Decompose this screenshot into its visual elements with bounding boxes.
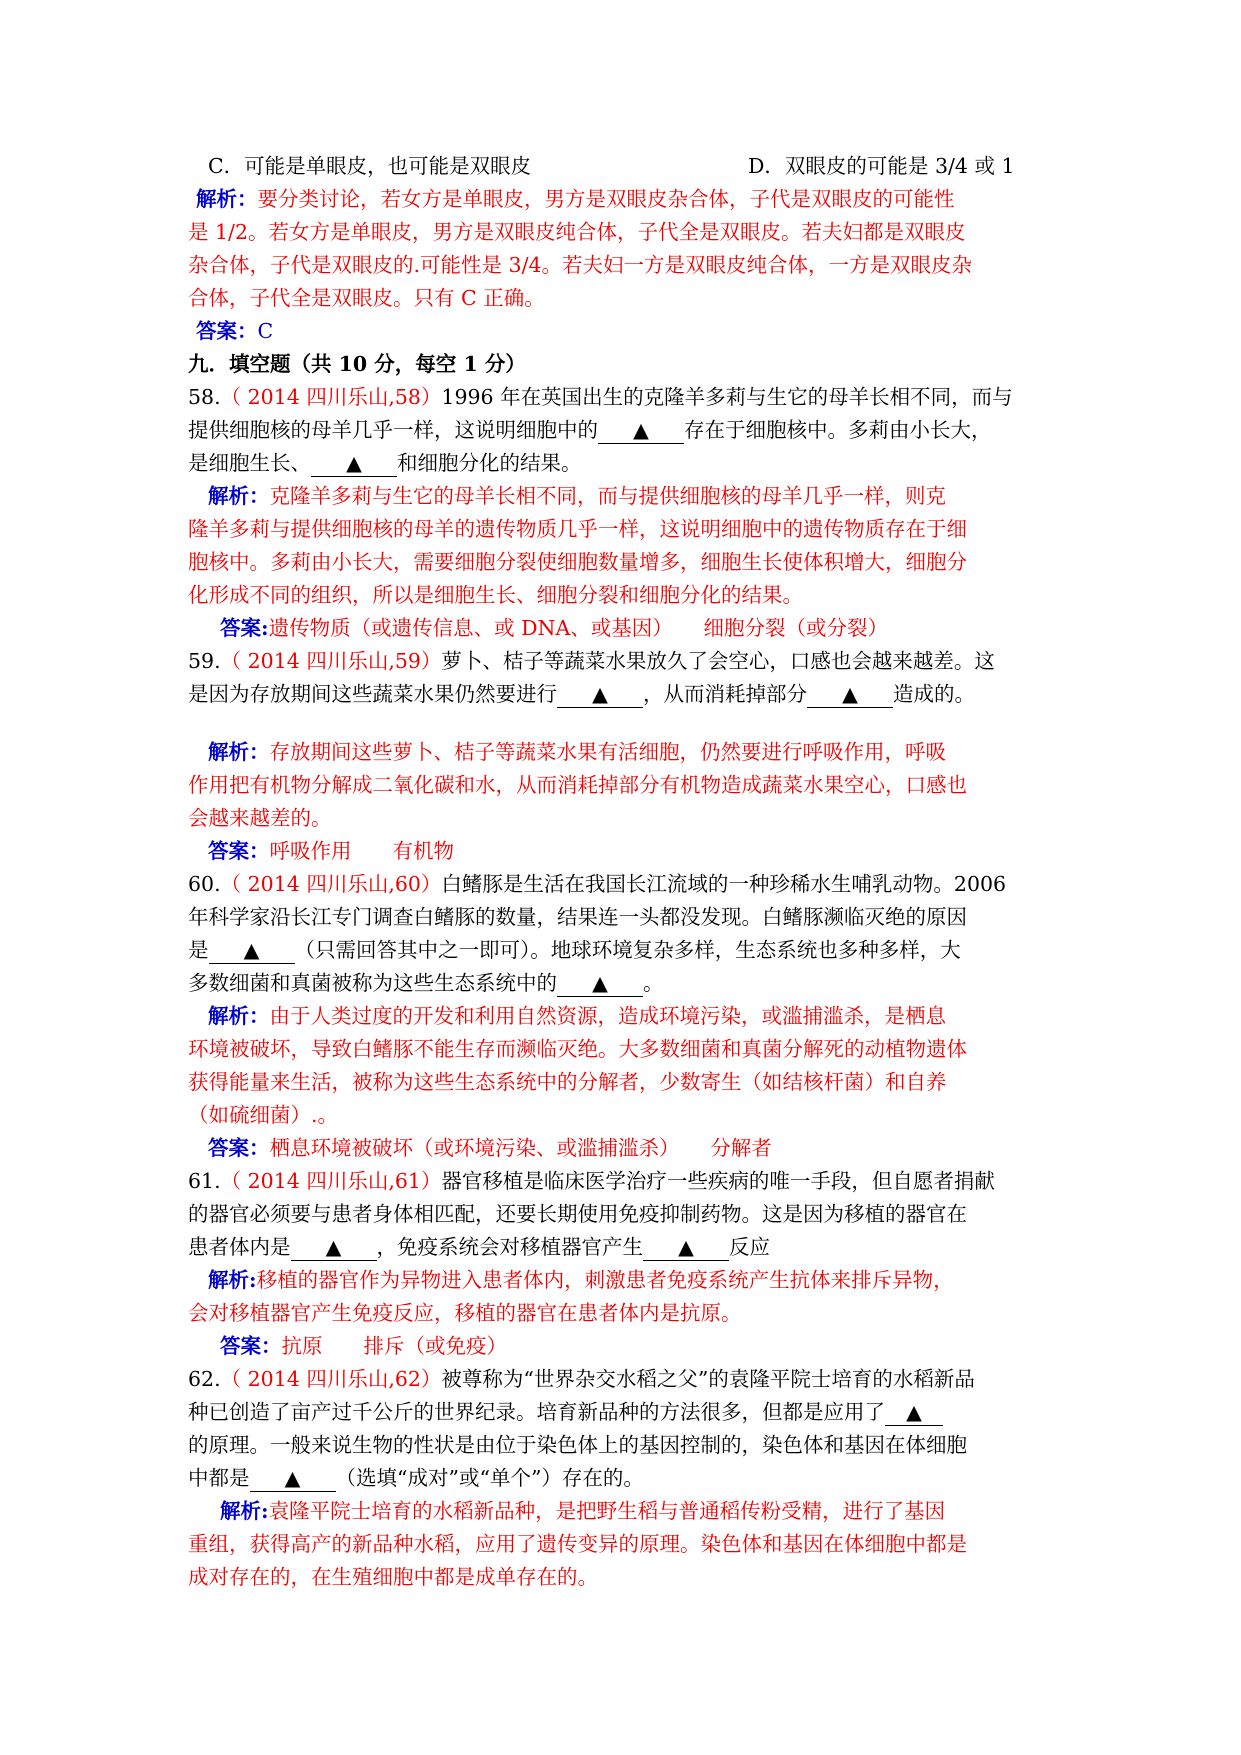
question-source: （ 2014 四川乐山,59） [220, 649, 442, 673]
q59-analysis-line [188, 736, 1068, 769]
analysis-text: 要分类讨论，若女方是单眼皮，男方是双眼皮杂合体，子代是双眼皮的可能性 [257, 187, 955, 211]
question-text: 被尊称为“世界杂交水稻之父”的袁隆平院士培育的水稻新品 [441, 1367, 975, 1391]
analysis-label: 解析： [208, 740, 270, 764]
option-c: C．可能是单眼皮，也可能是双眼皮 [208, 154, 532, 178]
q61-line [188, 1231, 1068, 1264]
q62-line [188, 1396, 1068, 1429]
q60-line [188, 868, 1068, 901]
q61-analysis-line: 会对移植器官产生免疫反应，移植的器官在患者体内是抗原。 [188, 1301, 742, 1325]
q57-answer [188, 315, 1068, 348]
answer-blank[interactable]: ▲ [643, 1234, 729, 1261]
question-text: 是 [188, 938, 209, 962]
question-text: 和细胞分化的结果。 [397, 451, 582, 475]
question-text: 是因为存放期间这些蔬菜水果仍然要进行 [188, 682, 557, 706]
question-text: 萝卜、桔子等蔬菜水果放久了会空心，口感也会越来越差。这 [441, 649, 995, 673]
q61-analysis-line [188, 1264, 1068, 1297]
analysis-label: 解析： [208, 1004, 270, 1028]
answer-text: 抗原 排斥（或免疫） [281, 1334, 507, 1358]
answer-text: 栖息环境被破坏（或环境污染、或滥捕滥杀） 分解者 [269, 1136, 772, 1160]
q59-line [188, 645, 1068, 678]
analysis-label: 解析: [208, 1268, 257, 1292]
answer-blank[interactable]: ▲ [250, 1465, 336, 1492]
question-source: （ 2014 四川乐山,62） [220, 1367, 442, 1391]
q57-analysis-line: 是 1/2。若女方是单眼皮，男方是双眼皮纯合体，子代全是双眼皮。若夫妇都是双眼皮 [188, 220, 966, 244]
q62-analysis-line: 成对存在的，在生殖细胞中都是成单存在的。 [188, 1565, 598, 1589]
q60-analysis-line [188, 1000, 1068, 1033]
analysis-text: 移植的器官作为异物进入患者体内，刺激患者免疫系统产生抗体来排斥异物， [256, 1268, 954, 1292]
q57-analysis-line [188, 183, 1068, 216]
answer-blank[interactable]: ▲ [311, 450, 397, 477]
q60-line [188, 967, 1068, 1000]
q60-analysis-line: （如硫细菌）.。 [188, 1103, 339, 1127]
question-number: 61. [188, 1169, 221, 1193]
question-text: （选填“成对”或“单个”）存在的。 [335, 1466, 644, 1490]
analysis-label: 解析： [208, 484, 270, 508]
q62-analysis-line: 重组，获得高产的新品种水稻，应用了遗传变异的原理。染色体和基因在体细胞中都是 [188, 1532, 967, 1556]
analysis-text: 袁隆平院士培育的水稻新品种，是把野生稻与普通稻传粉受精，进行了基因 [268, 1499, 946, 1523]
answer-blank[interactable]: ▲ [807, 681, 893, 708]
answer-text: C [257, 319, 274, 343]
answer-blank[interactable]: ▲ [291, 1234, 377, 1261]
q59-analysis-line: 会越来越差的。 [188, 806, 332, 830]
question-text: 白鳍豚是生活在我国长江流域的一种珍稀水生哺乳动物。2006 [441, 872, 1007, 896]
answer-text: 呼吸作用 有机物 [269, 839, 454, 863]
q61-answer [188, 1330, 1068, 1363]
q60-line: 年科学家沿长江专门调查白鳍豚的数量，结果连一头都没发现。白鳍豚濒临灭绝的原因 [188, 905, 967, 929]
option-d: D．双眼皮的可能是 3/4 或 1 [748, 154, 1015, 178]
q58-analysis-line: 隆羊多莉与提供细胞核的母羊的遗传物质几乎一样，这说明细胞中的遗传物质存在于细 [188, 517, 967, 541]
answer-label: 答案： [208, 839, 270, 863]
analysis-text: 克隆羊多莉与生它的母羊长相不同，而与提供细胞核的母羊几乎一样，则克 [269, 484, 946, 508]
question-text: 提供细胞核的母羊几乎一样，这说明细胞中的 [188, 418, 598, 442]
question-text: 患者体内是 [188, 1235, 291, 1259]
question-text: 种已创造了亩产过千公斤的世界纪录。培育新品种的方法很多，但都是应用了 [188, 1400, 885, 1424]
answer-blank[interactable]: ▲ [557, 970, 643, 997]
q61-line: 的器官必须要与患者身体相匹配，还要长期使用免疫抑制药物。这是因为移植的器官在 [188, 1202, 967, 1226]
question-number: 59. [188, 649, 221, 673]
answer-text: 遗传物质（或遗传信息、或 DNA、或基因） 细胞分裂（或分裂） [268, 616, 889, 640]
q59-answer [188, 835, 1068, 868]
question-number: 60. [188, 872, 221, 896]
question-text: 中都是 [188, 1466, 250, 1490]
q58-line [188, 447, 1068, 480]
answer-label: 答案： [208, 1136, 270, 1160]
answer-label: 答案： [196, 319, 258, 343]
question-text: ，免疫系统会对移植器官产生 [376, 1235, 643, 1259]
answer-blank[interactable]: ▲ [598, 417, 684, 444]
analysis-label: 解析: [220, 1499, 269, 1523]
analysis-label: 解析： [196, 187, 258, 211]
q62-line: 的原理。一般来说生物的性状是由位于染色体上的基因控制的，染色体和基因在体细胞 [188, 1433, 967, 1457]
question-text: 多数细菌和真菌被称为这些生态系统中的 [188, 971, 557, 995]
spacer [188, 711, 1068, 736]
question-text: 1996 年在英国出生的克隆羊多莉与生它的母羊长相不同，而与 [441, 385, 1013, 409]
question-text: ，从而消耗掉部分 [643, 682, 807, 706]
answer-blank[interactable]: ▲ [209, 937, 295, 964]
q62-analysis-line [188, 1495, 1068, 1528]
answer-blank[interactable]: ▲ [557, 681, 643, 708]
option-line [188, 150, 1068, 183]
question-number: 62. [188, 1367, 221, 1391]
q57-analysis-line: 合体，子代全是双眼皮。只有 C 正确。 [188, 286, 545, 310]
question-source: （ 2014 四川乐山,58） [220, 385, 442, 409]
analysis-text: 存放期间这些萝卜、桔子等蔬菜水果有活细胞，仍然要进行呼吸作用，呼吸 [269, 740, 946, 764]
q61-line [188, 1165, 1068, 1198]
q58-line [188, 381, 1068, 414]
question-source: （ 2014 四川乐山,61） [220, 1169, 442, 1193]
q58-analysis-line: 胞核中。多莉由小长大，需要细胞分裂使细胞数量增多，细胞生长使体积增大，细胞分 [188, 550, 967, 574]
q60-line [188, 934, 1068, 967]
question-text: 器官移植是临床医学治疗一些疾病的唯一手段，但自愿者捐献 [441, 1169, 995, 1193]
q58-analysis-line [188, 480, 1068, 513]
q58-line [188, 414, 1068, 447]
answer-label: 答案： [220, 1334, 282, 1358]
question-text: 存在于细胞核中。多莉由小长大， [684, 418, 992, 442]
question-text: 造成的。 [893, 682, 975, 706]
answer-blank[interactable]: ▲ [885, 1399, 943, 1426]
q59-line [188, 678, 1068, 711]
question-number: 58. [188, 385, 221, 409]
q58-answer [188, 612, 1068, 645]
q62-line [188, 1363, 1068, 1396]
q60-answer [188, 1132, 1068, 1165]
question-text: 。 [643, 971, 664, 995]
question-text: 是细胞生长、 [188, 451, 311, 475]
question-source: （ 2014 四川乐山,60） [220, 872, 442, 896]
q57-analysis-line: 杂合体，子代是双眼皮的.可能性是 3/4。若夫妇一方是双眼皮纯合体，一方是双眼皮杂 [188, 253, 973, 277]
question-text: （只需回答其中之一即可）。地球环境复杂多样，生态系统也多种多样，大 [294, 938, 961, 962]
q62-line [188, 1462, 1068, 1495]
section-title: 九．填空题（共 10 分，每空 1 分） [188, 352, 526, 376]
q60-analysis-line: 环境被破坏，导致白鳍豚不能生存而濒临灭绝。大多数细菌和真菌分解死的动植物遗体 [188, 1037, 967, 1061]
analysis-text: 由于人类过度的开发和利用自然资源，造成环境污染，或滥捕滥杀，是栖息 [269, 1004, 946, 1028]
answer-label: 答案: [220, 616, 269, 640]
q60-analysis-line: 获得能量来生活，被称为这些生态系统中的分解者，少数寄生（如结核杆菌）和自养 [188, 1070, 947, 1094]
document-page [188, 150, 1068, 1594]
q58-analysis-line: 化形成不同的组织，所以是细胞生长、细胞分裂和细胞分化的结果。 [188, 583, 803, 607]
q59-analysis-line: 作用把有机物分解成二氧化碳和水，从而消耗掉部分有机物造成蔬菜水果空心，口感也 [188, 773, 967, 797]
question-text: 反应 [729, 1235, 770, 1259]
